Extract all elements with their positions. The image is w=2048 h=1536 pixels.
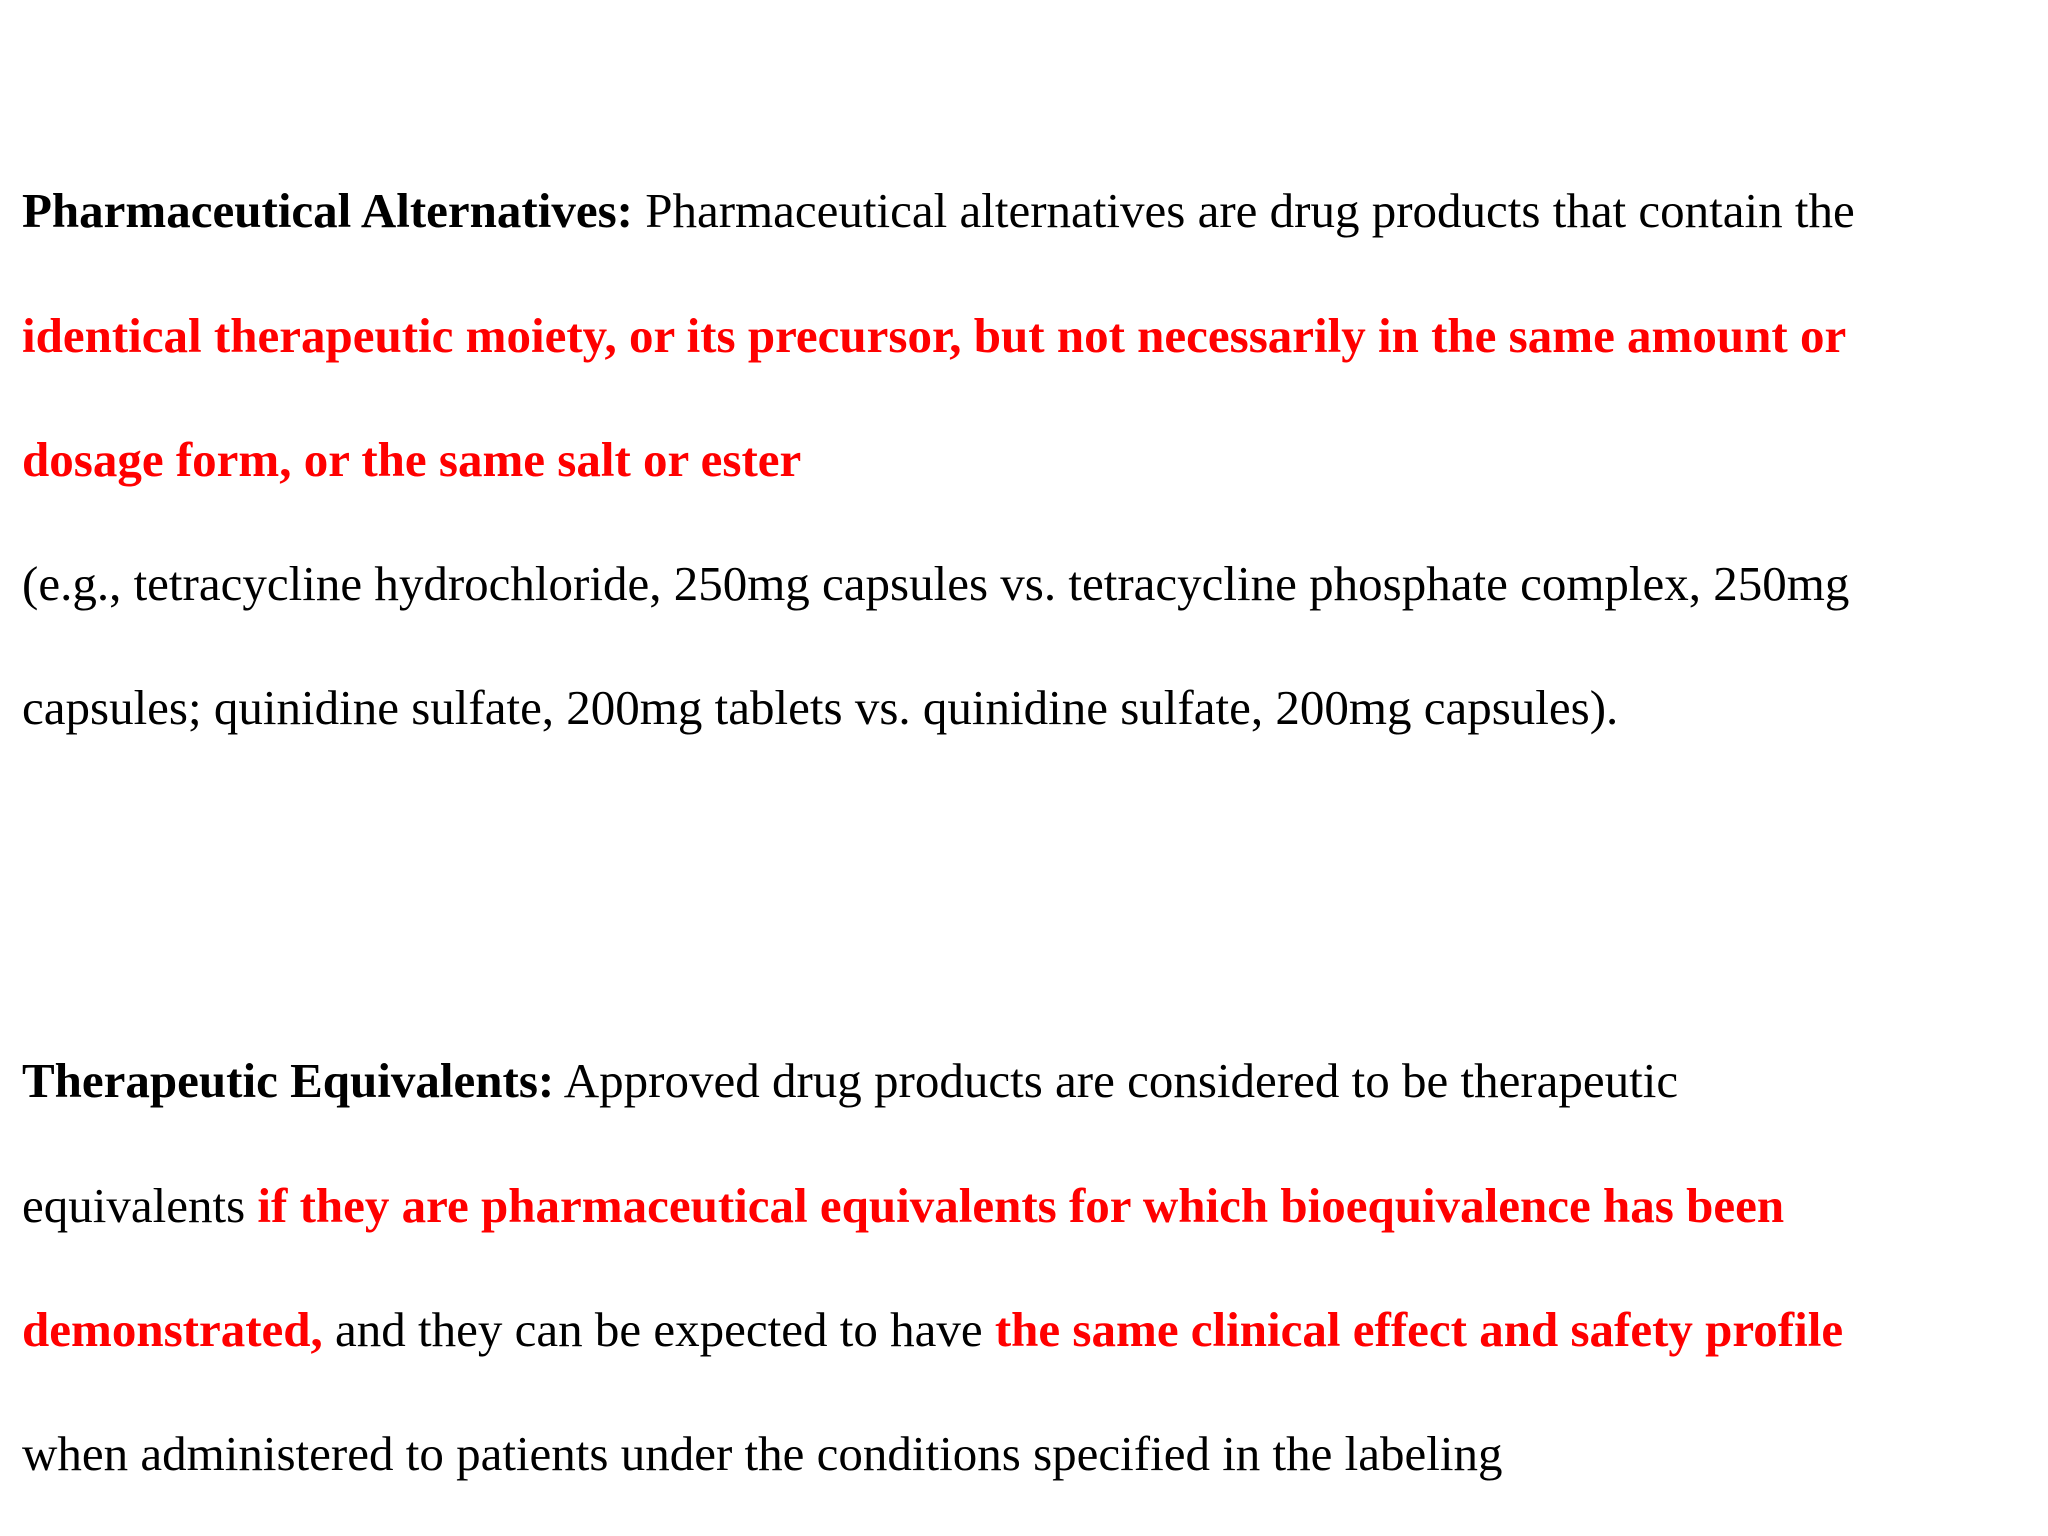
pharm-alt-term: Pharmaceutical Alternatives: — [22, 183, 633, 238]
ther-eq-line-2 — [22, 1176, 1784, 1236]
ther-eq-highlight-2: demonstrated, — [22, 1302, 323, 1357]
pharm-alt-line-2 — [22, 306, 1846, 366]
ther-eq-definition-start: Approved drug products are considered to be therapeutic — [554, 1053, 1679, 1108]
pharm-alt-definition-start: Pharmaceutical alternatives are drug products that contain the — [632, 183, 1855, 238]
pharm-alt-highlight-1: identical therapeutic moiety, or its precursor, but not necessarily in the same amount or — [22, 308, 1847, 363]
ther-eq-highlight-3: the same clinical effect and safety profile — [994, 1302, 1844, 1357]
pharm-alt-example-line-2 — [22, 678, 1618, 738]
ther-eq-highlight-1: if they are pharmaceutical equivalents for which bioequivalence has been — [257, 1178, 1785, 1233]
pharm-alt-example-1: (e.g., tetracycline hydrochloride, 250mg capsules vs. tetracycline phosphate complex, 250mg — [22, 556, 1850, 611]
ther-eq-plain-3: when administered to patients under the conditions specified in the labeling — [22, 1426, 1503, 1481]
pharm-alt-example-2: capsules; quinidine sulfate, 200mg tablets vs. quinidine sulfate, 200mg capsules). — [22, 680, 1619, 735]
pharm-alt-line-1 — [22, 181, 1855, 241]
ther-eq-term: Therapeutic Equivalents: — [22, 1053, 555, 1108]
pharm-alt-example-line-1 — [22, 554, 1849, 614]
pharm-alt-line-3 — [22, 430, 801, 490]
ther-eq-line-4 — [22, 1424, 1503, 1484]
ther-eq-line-1 — [22, 1051, 1678, 1111]
pharm-alt-highlight-2: dosage form, or the same salt or ester — [22, 432, 802, 487]
ther-eq-plain-1: equivalents — [22, 1178, 258, 1233]
ther-eq-plain-2: and they can be expected to have — [322, 1302, 995, 1357]
ther-eq-line-3 — [22, 1300, 1843, 1360]
